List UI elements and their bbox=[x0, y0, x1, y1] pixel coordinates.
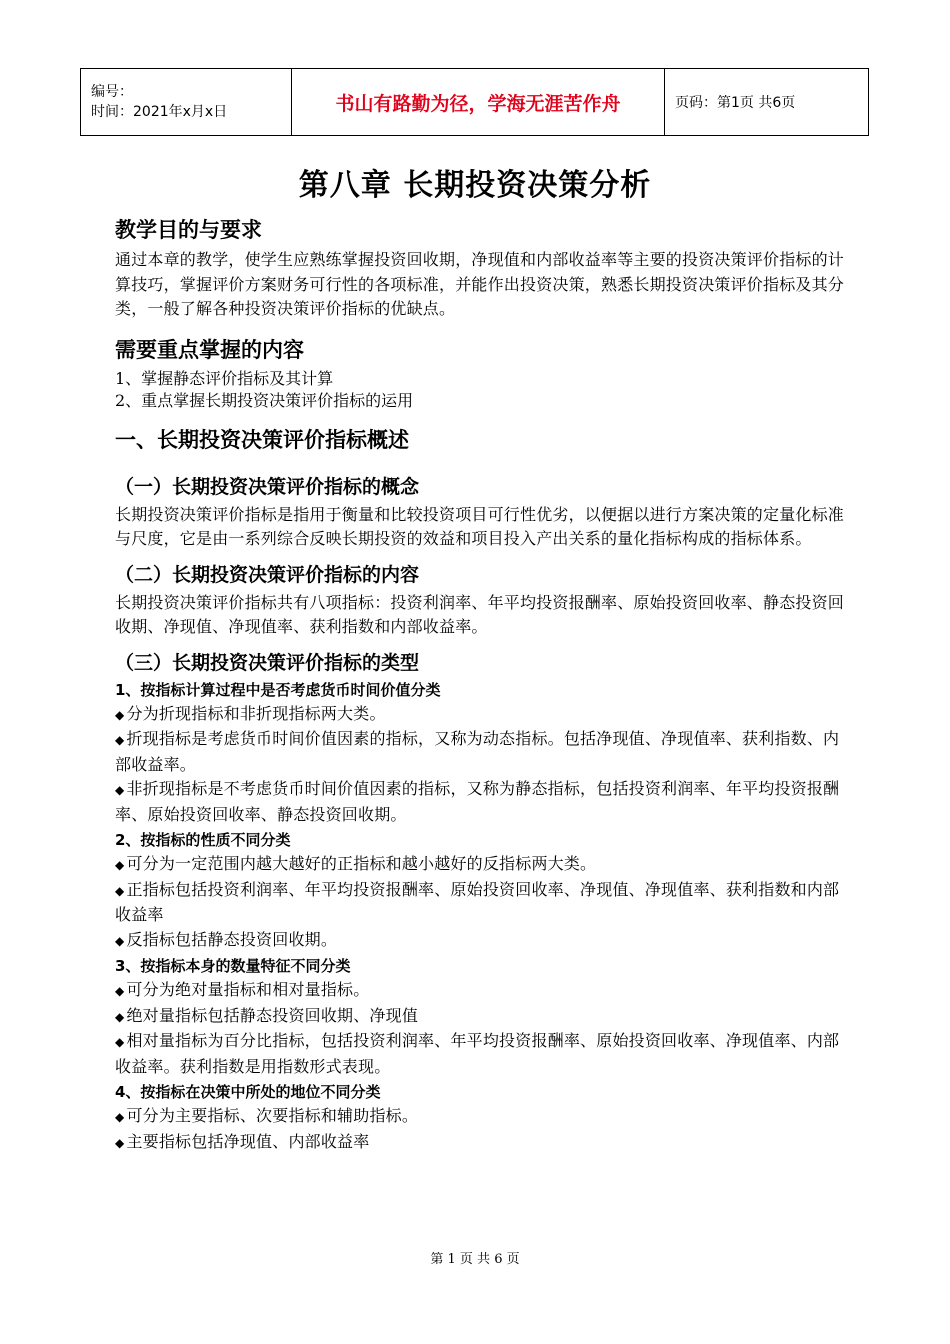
diamond-bullet-icon: ◆ bbox=[115, 1035, 125, 1049]
diamond-bullet-icon: ◆ bbox=[115, 933, 125, 948]
section-one-heading: 一、长期投资决策评价指标概述 bbox=[115, 427, 409, 452]
page-footer: 第 1 页 共 6 页 bbox=[430, 1252, 520, 1267]
category-group bbox=[115, 679, 855, 828]
category-title: 3、按指标本身的数量特征不同分类 bbox=[115, 957, 351, 975]
list-item: ◆ 反指标包括静态投资回收期。 bbox=[115, 929, 338, 949]
diamond-bullet-icon: ◆ bbox=[115, 883, 125, 898]
category-title: 2、按指标的性质不同分类 bbox=[115, 831, 291, 849]
document-content bbox=[115, 160, 855, 1155]
number-label: 编号： bbox=[91, 84, 133, 100]
list-item: ◆ 可分为绝对量指标和相对量指标。 bbox=[115, 980, 370, 999]
category-group bbox=[115, 955, 855, 1079]
list-item: ◆ 分为折现指标和非折现指标两大类。 bbox=[115, 703, 386, 723]
sub1-heading: （一）长期投资决策评价指标的概念 bbox=[115, 475, 420, 498]
sub1-text: 长期投资决策评价指标是指用于衡量和比较投资项目可行性优劣，以便据以进行方案决策的定量化标准与尺度，它是由一系列综合反映长期投资的效益和项目投入产出关系的量化指标构成的指标体系。 bbox=[115, 504, 845, 548]
sub3-heading: （三）长期投资决策评价指标的类型 bbox=[115, 651, 420, 674]
date-label: 时间：2021年x月x日 bbox=[91, 104, 228, 120]
header-table bbox=[80, 68, 869, 136]
diamond-bullet-icon: ◆ bbox=[115, 858, 125, 872]
chapter-title: 第八章 长期投资决策分析 bbox=[298, 168, 652, 203]
diamond-bullet-icon: ◆ bbox=[115, 733, 125, 747]
diamond-bullet-icon: ◆ bbox=[115, 984, 125, 998]
diamond-bullet-icon: ◆ bbox=[115, 1009, 125, 1024]
list-item: ◆ 主要指标包括净现值、内部收益率 bbox=[115, 1131, 370, 1151]
sub2-text: 长期投资决策评价指标共有八项指标：投资利润率、年平均投资报酬率、原始投资回收率、静态投资回收期、净现值、净现值率、获利指数和内部收益率。 bbox=[115, 592, 845, 636]
list-item: ◆ 非折现指标是不考虑货币时间价值因素的指标，又称为静态指标，包括投资利润率、年平均投资报酬率、原始投资回收率、静态投资回收期。 bbox=[115, 779, 840, 824]
category-group bbox=[115, 1081, 855, 1155]
list-item: ◆ 可分为一定范围内越大越好的正指标和越小越好的反指标两大类。 bbox=[115, 854, 597, 873]
key-heading: 需要重点掌握的内容 bbox=[115, 337, 304, 362]
diamond-bullet-icon: ◆ bbox=[115, 783, 125, 797]
list-item: ◆ 折现指标是考虑货币时间价值因素的指标，又称为动态指标。包括净现值、净现值率、获利指数、内部收益率。 bbox=[115, 729, 840, 774]
diamond-bullet-icon: ◆ bbox=[115, 707, 125, 722]
list-item: ◆ 绝对量指标包括静态投资回收期、净现值 bbox=[115, 1005, 419, 1025]
key-item: 1、掌握静态评价指标及其计算 bbox=[115, 368, 334, 388]
header-motto: 书山有路勤为径，学海无涯苦作舟 bbox=[292, 69, 665, 136]
header-page-info: 页码：第1页 共6页 bbox=[665, 69, 869, 136]
category-group bbox=[115, 829, 855, 953]
sub2-heading: （二）长期投资决策评价指标的内容 bbox=[115, 563, 420, 586]
goals-heading: 教学目的与要求 bbox=[115, 218, 262, 242]
diamond-bullet-icon: ◆ bbox=[115, 1135, 125, 1150]
list-item: ◆ 可分为主要指标、次要指标和辅助指标。 bbox=[115, 1106, 419, 1125]
key-item: 2、重点掌握长期投资决策评价指标的运用 bbox=[115, 390, 414, 410]
header-meta bbox=[81, 69, 292, 136]
category-title: 1、按指标计算过程中是否考虑货币时间价值分类 bbox=[115, 680, 441, 699]
list-item: ◆ 正指标包括投资利润率、年平均投资报酬率、原始投资回收率、净现值、净现值率、获利指数和内部收益率 bbox=[115, 879, 840, 924]
list-item: ◆ 相对量指标为百分比指标，包括投资利润率、年平均投资报酬率、原始投资回收率、净现值率、内部收益率。获利指数是用指数形式表现。 bbox=[115, 1031, 840, 1076]
diamond-bullet-icon: ◆ bbox=[115, 1110, 125, 1124]
category-title: 4、按指标在决策中所处的地位不同分类 bbox=[115, 1083, 381, 1101]
goals-text: 通过本章的教学，使学生应熟练掌握投资回收期，净现值和内部收益率等主要的投资决策评价指标的计算技巧，掌握评价方案财务可行性的各项标准，并能作出投资决策，熟悉长期投资决策评价指标及其分类，一般了解各种投资决策评价指标的优缺点。 bbox=[115, 250, 845, 318]
